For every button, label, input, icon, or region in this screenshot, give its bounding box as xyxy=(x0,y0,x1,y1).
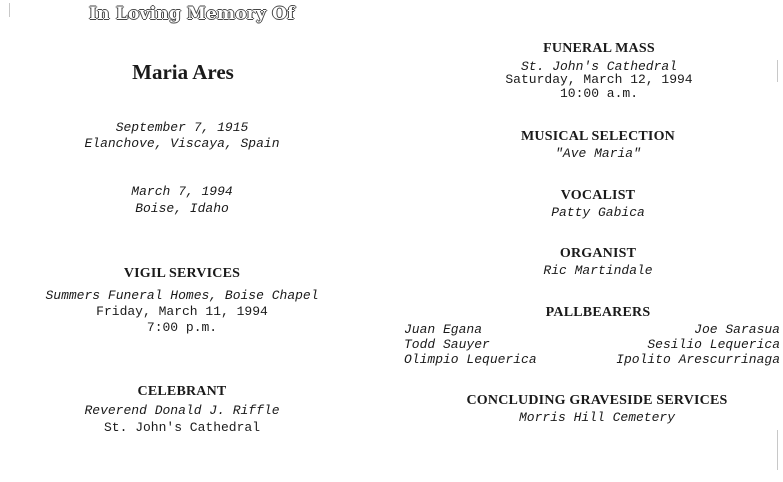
scan-edge-mark xyxy=(777,430,778,470)
deceased-name: Maria Ares xyxy=(132,60,234,84)
celebrant-heading: CELEBRANT xyxy=(137,384,227,399)
death-place: Boise, Idaho xyxy=(135,201,229,216)
pallbearer-name: Ipolito Arescurrinaga xyxy=(616,352,780,367)
pallbearer-name: Sesilio Lequerica xyxy=(647,337,780,352)
vigil-heading: VIGIL SERVICES xyxy=(123,266,241,281)
pallbearers-heading: PALLBEARERS xyxy=(545,305,651,320)
pallbearer-name: Juan Egana xyxy=(404,322,483,337)
musical-selection-heading: MUSICAL SELECTION xyxy=(521,129,675,144)
musical-selection-piece: "Ave Maria" xyxy=(555,146,641,161)
pallbearer-name: Todd Sauyer xyxy=(404,337,490,352)
vigil-date: Friday, March 11, 1994 xyxy=(96,304,268,319)
celebrant-name: Reverend Donald J. Riffle xyxy=(84,403,280,418)
funeral-mass-heading: FUNERAL MASS xyxy=(543,41,655,56)
vocalist-name: Patty Gabica xyxy=(551,205,645,220)
vigil-location: Summers Funeral Homes, Boise Chapel xyxy=(45,288,319,303)
pallbearer-name: Olimpio Lequerica xyxy=(404,352,537,367)
vocalist-heading: VOCALIST xyxy=(560,188,636,203)
graveside-heading: CONCLUDING GRAVESIDE SERVICES xyxy=(466,393,728,408)
funeral-mass-time: 10:00 a.m. xyxy=(559,86,639,101)
scan-edge-mark xyxy=(9,3,10,17)
vigil-time: 7:00 p.m. xyxy=(146,320,218,335)
birth-place: Elanchove, Viscaya, Spain xyxy=(84,136,280,151)
birth-date: September 7, 1915 xyxy=(115,120,249,135)
pallbearer-name: Joe Sarasua xyxy=(694,322,780,337)
funeral-mass-church: St. John's Cathedral xyxy=(520,59,678,74)
graveside-location: Morris Hill Cemetery xyxy=(518,410,676,425)
in-memory-title: In Loving Memory Of xyxy=(89,4,295,24)
death-date: March 7, 1994 xyxy=(131,184,233,199)
organist-name: Ric Martindale xyxy=(543,263,653,278)
organist-heading: ORGANIST xyxy=(559,246,637,261)
scan-edge-mark xyxy=(777,60,778,82)
celebrant-church: St. John's Cathedral xyxy=(103,420,261,435)
funeral-mass-date: Saturday, March 12, 1994 xyxy=(505,72,693,87)
